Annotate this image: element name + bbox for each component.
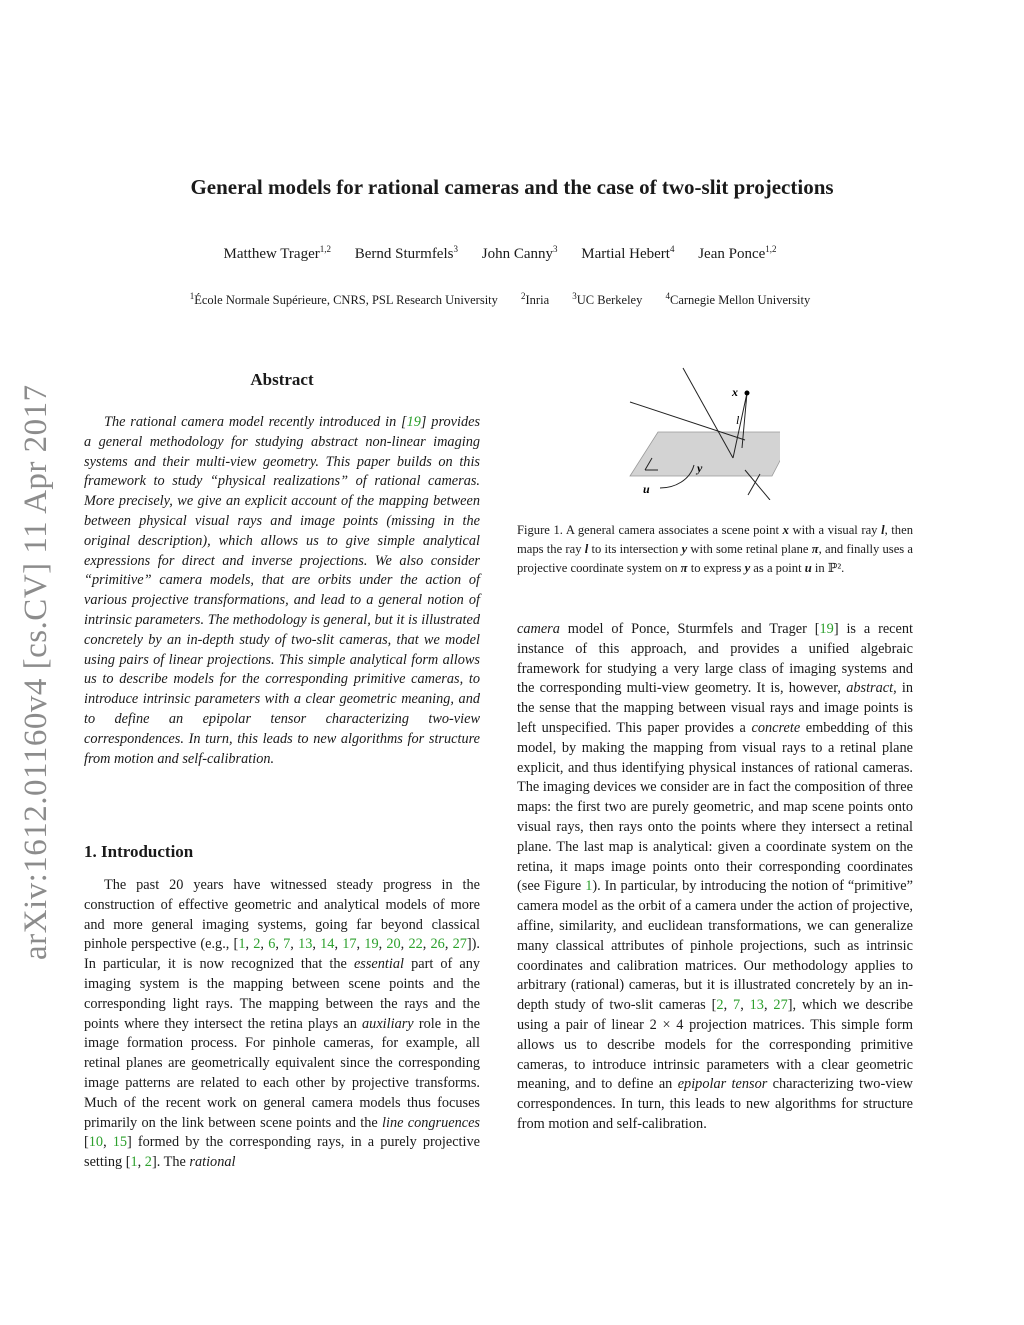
citation-link[interactable]: 14 — [320, 936, 335, 953]
label-y: y — [697, 461, 703, 475]
affiliation: $^1$École Normale Supérieure, CNRS, PSL Research University — [189, 291, 498, 308]
citation-link[interactable]: 19 — [364, 936, 379, 953]
author: Bernd Sturmfels$^3$ — [354, 244, 458, 262]
citation-link[interactable]: 27 — [773, 997, 788, 1014]
citation-link[interactable]: 7 — [283, 936, 291, 953]
label-l: l — [736, 413, 740, 427]
author: Matthew Trager$^{1,2}$ — [223, 244, 331, 262]
citation-link[interactable]: 26 — [430, 936, 445, 953]
citation-link[interactable]: 19 — [819, 621, 834, 637]
citation-link[interactable]: 27 — [452, 936, 467, 953]
label-u: u — [643, 482, 650, 496]
citation-link[interactable]: 13 — [749, 997, 764, 1014]
citation-link[interactable]: 2 — [716, 997, 724, 1014]
citation-link[interactable]: 2 — [144, 1154, 152, 1171]
author: Jean Ponce$^{1,2}$ — [698, 244, 777, 262]
abstract-heading: Abstract — [250, 370, 314, 389]
slit-line — [748, 474, 760, 495]
citation-link[interactable]: 15 — [112, 1134, 128, 1151]
citation-link[interactable]: 7 — [733, 997, 741, 1014]
figure-1-diagram — [620, 360, 780, 500]
citation-link[interactable]: 13 — [298, 936, 313, 953]
intro-body: The past 20 years have witnessed steady progress in the construction of effective geometric and analytical models of more and more general imaging systems, going far beyond classical pinhole perspective (e.g., [1, 2, 6, 7, 13, 14, 17, 19, 20, 22, 26, 27]). In particular, it is now recognized that the essential part of any imaging system is the mapping between scene points and the corresponding light rays. The mapping between the rays and the points where they intersect the retina plays an auxiliary role in the image formation process. For pinhole cameras, for example, all retinal planes are geometrically equivalent since the corresponding image patterns are related to each other by projective transforms. Much of the recent work on general camera models thus focuses primarily on the link between scene points and the line congruences [10, 15] formed by the corresponding rays, in a purely projective setting [1, 2]. The rational — [84, 877, 481, 1171]
author: John Canny$^3$ — [481, 244, 558, 262]
figure-reference-link[interactable]: 1 — [585, 878, 593, 895]
author: Martial Hebert$^4$ — [581, 244, 675, 262]
citation-link[interactable]: 20 — [386, 936, 401, 953]
citation-link[interactable]: 6 — [268, 936, 276, 953]
scene-point — [745, 391, 750, 396]
citation-link[interactable]: 1 — [238, 936, 246, 953]
arxiv-stamp: arXiv:1612.01160v4 [cs.CV] 11 Apr 2017 — [18, 384, 54, 960]
affiliation: $^4$Carnegie Mellon University — [665, 291, 811, 308]
paper-title: General models for rational cameras and the case of two-slit projections — [190, 175, 834, 199]
citation-link[interactable]: 22 — [408, 936, 423, 953]
citation-link[interactable]: 19 — [406, 414, 421, 430]
affiliation-list — [0, 291, 1000, 308]
citation-link[interactable]: 10 — [88, 1134, 104, 1151]
figure-caption: Figure 1. A general camera associates a scene point x with a visual ray l, then maps the ray l to its intersection y with some retinal plane π, and finally uses a projective coordinate system on π to express y as a point u in ℙ². — [517, 523, 913, 575]
label-x: x — [732, 385, 738, 399]
retinal-plane — [630, 432, 780, 476]
citation-link[interactable]: 1 — [130, 1154, 138, 1171]
affiliation: $^2$Inria — [521, 291, 550, 308]
affiliation: $^3$UC Berkeley — [572, 291, 643, 308]
citation-link[interactable]: 2 — [253, 936, 261, 953]
citation-link[interactable]: 17 — [342, 936, 357, 953]
abstract-body: The rational camera model recently introduced in [19] provides a general methodology for studying abstract non-linear imaging systems and their multi-view geometry. This paper builds on this framework to study “physical realizations” of rational cameras. More precisely, we give an explicit account of the mapping between between physical visual rays and image points (missing in the original description), which allows us to give simple analytical expressions for direct and inverse projections. We also consider “primitive” camera models, that are orbits under the action of various projective transformations, and lead to a general notion of intrinsic parameters. The methodology is general, but it is illustrated concretely by an in-depth study of two-slit cameras, that we model using pairs of linear projections. This simple analytical form allows us to describe models for the corresponding primitive cameras, to introduce intrinsic parameters with a clear geometric meaning, and to define an epipolar tensor characterizing two-view correspondences. In turn, this leads to new algorithms for structure from motion and self-calibration. — [84, 414, 481, 767]
section-heading: 1. Introduction — [84, 842, 194, 861]
right-column-body: camera model of Ponce, Sturmfels and Trager [19] is a recent instance of this approach, and provides a unified algebraic framework for studying a very large class of imaging systems and the corresponding multi-view geometry. It is, however, abstract, in the sense that the mapping between visual rays and image points is left unspecified. This paper provides a concrete embedding of this model, by making the mapping from visual rays to a retinal plane explicit, and thus identifying physical instances of rational cameras. The imaging devices we consider are in fact the composition of three maps: the first two are purely geometric, and map scene points onto visual rays, then rays onto the points where they intersect a retinal plane. The last map is analytical: given a coordinate system on the retina, it maps image points onto their corresponding coordinates (see Figure 1). In particular, by introducing the notion of “primitive” camera model as the orbit of a camera under the action of projective, affine, similarity, and euclidean transformations, we can generalize many classical attributes of pinhole projections, such as intrinsic coordinates and calibration matrices. Our methodology applies to arbitrary (rational) cameras, but it is illustrated concretely by an in-depth study of two-slit cameras [2, 7, 13, 27], which we describe using a pair of linear 2 × 4 projection matrices. This simple form allows us to describe models for the corresponding primitive cameras, to introduce intrinsic parameters with a clear geometric meaning, and to define an epipolar tensor characterizing two-view correspondences. In turn, this leads to new algorithms for structure from motion and self-calibration. — [517, 621, 914, 1132]
author-list — [0, 244, 1000, 263]
